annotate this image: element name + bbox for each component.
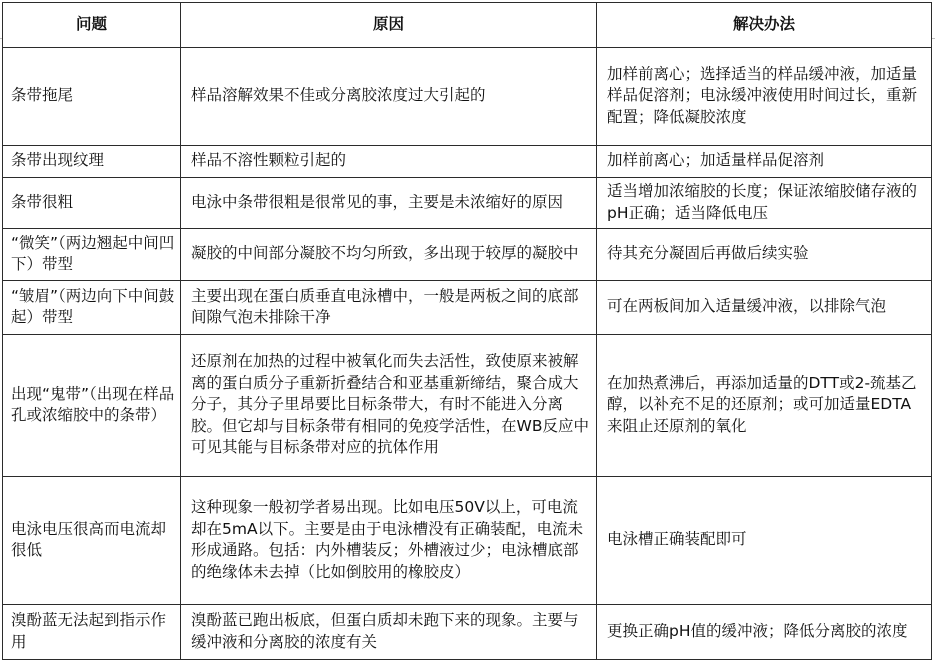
solution-cell: 待其充分凝固后再做后续实验 — [597, 229, 932, 281]
problem-cell: 条带出现纹理 — [3, 146, 181, 178]
table-row — [3, 48, 932, 146]
solution-cell: 加样前离心；选择适当的样品缓冲液，加适量样品促溶剂；电泳缓冲液使用时间过长，重新配置；降低凝胶浓度 — [597, 48, 932, 146]
cause-cell: 样品溶解效果不佳或分离胶浓度过大引起的 — [181, 48, 597, 146]
table-row — [3, 335, 932, 477]
solution-cell: 加样前离心；加适量样品促溶剂 — [597, 146, 932, 178]
header-row — [3, 3, 932, 48]
cause-cell: 这种现象一般初学者易出现。比如电压50V以上，可电流却在5mA以下。主要是由于电泳槽没有正确装配，电流未形成通路。包括：内外槽装反；外槽液过少；电泳槽底部的绝缘体未去掉（比如倒胶用的橡胶皮） — [181, 477, 597, 605]
solution-cell: 在加热煮沸后，再添加适量的DTT或2-巯基乙醇，以补充不足的还原剂；或可加适量EDTA来阻止还原剂的氧化 — [597, 335, 932, 477]
solution-cell: 电泳槽正确装配即可 — [597, 477, 932, 605]
table-row — [3, 281, 932, 335]
table-row — [3, 605, 932, 660]
cause-cell: 主要出现在蛋白质垂直电泳槽中，一般是两板之间的底部间隙气泡未排除干净 — [181, 281, 597, 335]
table-row — [3, 229, 932, 281]
table-row — [3, 477, 932, 605]
troubleshooting-table — [2, 2, 932, 660]
solution-cell: 可在两板间加入适量缓冲液，以排除气泡 — [597, 281, 932, 335]
problem-cell: 条带拖尾 — [3, 48, 181, 146]
solution-cell: 更换正确pH值的缓冲液；降低分离胶的浓度 — [597, 605, 932, 660]
problem-cell: 出现“鬼带”（出现在样品孔或浓缩胶中的条带） — [3, 335, 181, 477]
problem-cell: “微笑”（两边翘起中间凹下）带型 — [3, 229, 181, 281]
header-cause: 原因 — [181, 3, 597, 48]
table-row — [3, 178, 932, 229]
header-problem: 问题 — [3, 3, 181, 48]
cause-cell: 溴酚蓝已跑出板底，但蛋白质却未跑下来的现象。主要与缓冲液和分离胶的浓度有关 — [181, 605, 597, 660]
table-header — [3, 3, 932, 48]
solution-cell: 适当增加浓缩胶的长度；保证浓缩胶储存液的pH正确；适当降低电压 — [597, 178, 932, 229]
cause-cell: 样品不溶性颗粒引起的 — [181, 146, 597, 178]
problem-cell: “皱眉”（两边向下中间鼓起）带型 — [3, 281, 181, 335]
cause-cell: 电泳中条带很粗是很常见的事，主要是未浓缩好的原因 — [181, 178, 597, 229]
problem-cell: 溴酚蓝无法起到指示作用 — [3, 605, 181, 660]
header-solution: 解决办法 — [597, 3, 932, 48]
table-row — [3, 146, 932, 178]
cause-cell: 凝胶的中间部分凝胶不均匀所致，多出现于较厚的凝胶中 — [181, 229, 597, 281]
problem-cell: 电泳电压很高而电流却很低 — [3, 477, 181, 605]
table-body — [3, 48, 932, 660]
cause-cell: 还原剂在加热的过程中被氧化而失去活性，致使原来被解离的蛋白质分子重新折叠结合和亚基重新缔结，聚合成大分子，其分子里昂要比目标条带大，有时不能进入分离胶。但它却与目标条带有相同的免疫学活性，在WB反应中可见其能与目标条带对应的抗体作用 — [181, 335, 597, 477]
problem-cell: 条带很粗 — [3, 178, 181, 229]
